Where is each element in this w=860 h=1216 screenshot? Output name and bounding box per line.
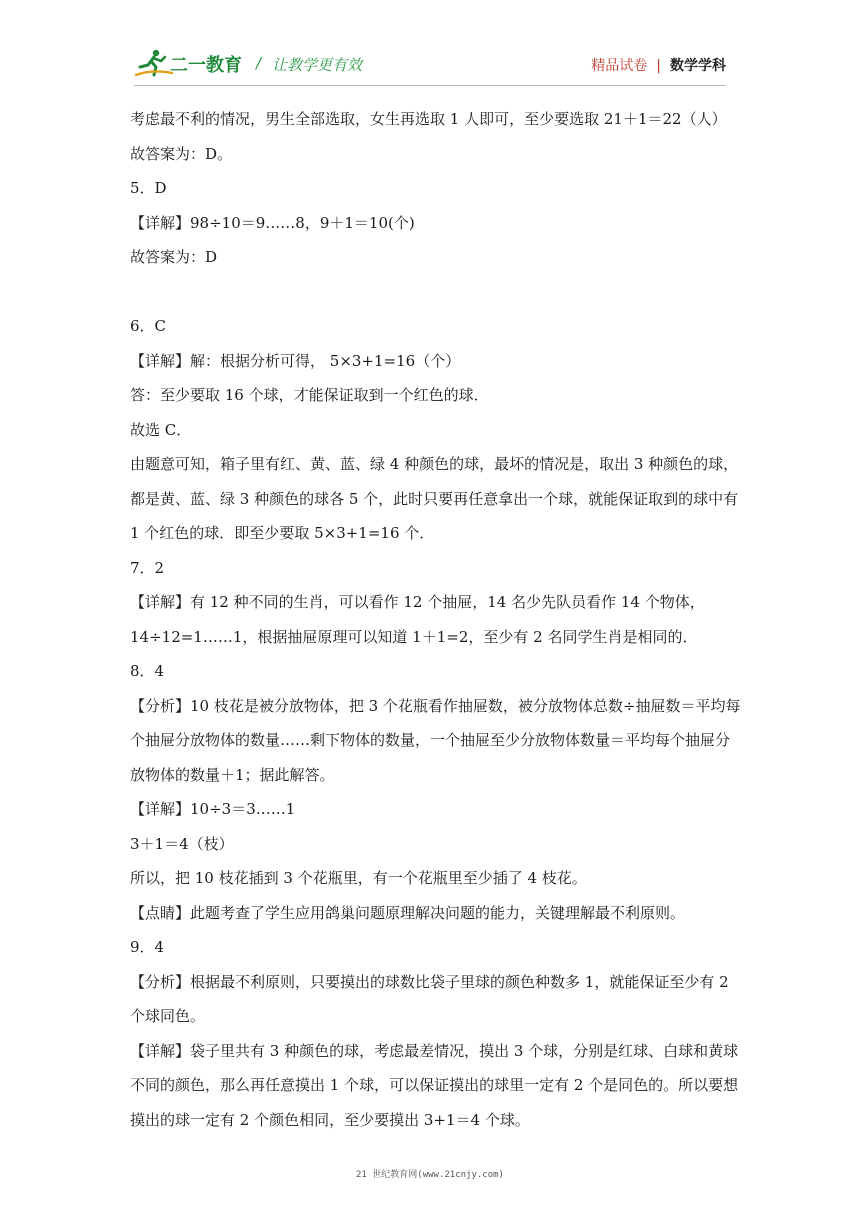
text-line: 故答案为：D。 [130,144,233,163]
text-line: 14÷12=1……1，根据抽屉原理可以知道 1＋1=2，至少有 2 名同学生肖是相同的． [130,627,698,646]
slogan-separator: / [256,54,262,72]
text-line: 个球同色。 [130,1007,206,1025]
text-line: 【详解】10÷3＝3……1 [130,800,296,818]
text-line: 答：至少要取 16 个球，才能保证取到一个红色的球． [130,386,489,404]
runner-logo-icon [134,47,174,79]
text-line: 1 个红色的球．即至少要取 5×3+1=16 个． [130,524,435,542]
blank-line [130,275,730,310]
text-line: 都是黄、蓝、绿 3 种颜色的球各 5 个，此时只要再任意拿出一个球，就能保证取到的球中有 [130,489,739,508]
answer-content [130,102,741,1137]
badge-separator: | [656,58,661,74]
brand-logo [134,47,246,79]
answer-heading: 7．2 [130,558,165,577]
text-line: 考虑最不利的情况，男生全部选取，女生再选取 1 人即可，至少要选取 21＋1＝22（人） [130,110,727,128]
text-line: 故答案为：D [130,248,218,266]
text-line: 3＋1＝4（枝） [130,834,234,853]
text-line: 由题意可知，箱子里有红、黄、蓝、绿 4 种颜色的球，最坏的情况是，取出 3 种颜色的球， [130,455,739,473]
text-line: 不同的颜色，那么再任意摸出 1 个球，可以保证摸出的球里一定有 2 个是同色的。所以要想 [130,1076,739,1094]
page-header [0,0,860,88]
text-line: 所以，把 10 枝花插到 3 个花瓶里，有一个花瓶里至少插了 4 枝花。 [130,869,587,887]
text-line: 【详解】解：根据分析可得， 5×3+1=16（个） [130,351,461,370]
text-line: 【详解】袋子里共有 3 种颜色的球，考虑最差情况，摸出 3 个球，分别是红球、白球和黄球 [130,1041,739,1060]
text-line: 个抽屉分放物体的数量……剩下物体的数量，一个抽屉至少分放物体数量＝平均每个抽屉分 [130,731,731,749]
text-line: 【详解】有 12 种不同的生肖，可以看作 12 个抽屉，14 名少先队员看作 14 个物体， [130,593,705,611]
logo-text: 二一教育 [170,55,242,76]
slogan: 让教学更有效 [272,56,363,74]
text-line: 放物体的数量＋1；据此解答。 [130,765,335,784]
text-line: 故选 C． [130,420,192,439]
answer-heading: 5．D [130,179,167,197]
answer-heading: 8．4 [130,662,165,680]
quality-badge: 精品试卷 [591,58,648,74]
answer-heading: 9．4 [130,938,165,956]
text-line: 【点睛】此题考查了学生应用鸽巢问题原理解决问题的能力，关键理解最不利原则。 [130,903,686,922]
header-badges [591,55,726,75]
page-footer: 21 世纪教育网(www.21cnjy.com) [356,1170,504,1180]
text-line: 【详解】98÷10＝9……8，9＋1＝10(个) [130,213,415,232]
text-line: 【分析】10 枝花是被分放物体，把 3 个花瓶看作抽屉数，被分放物体总数÷抽屉数＝平均每 [130,696,741,715]
text-line: 【分析】根据最不利原则，只要摸出的球数比袋子里球的颜色种数多 1，就能保证至少有 2 [130,972,729,991]
answer-heading: 6．C [130,317,167,335]
header-divider [134,85,726,86]
subject-badge: 数学学科 [670,58,726,74]
text-line: 摸出的球一定有 2 个颜色相同，至少要摸出 3+1＝4 个球。 [130,1110,530,1129]
